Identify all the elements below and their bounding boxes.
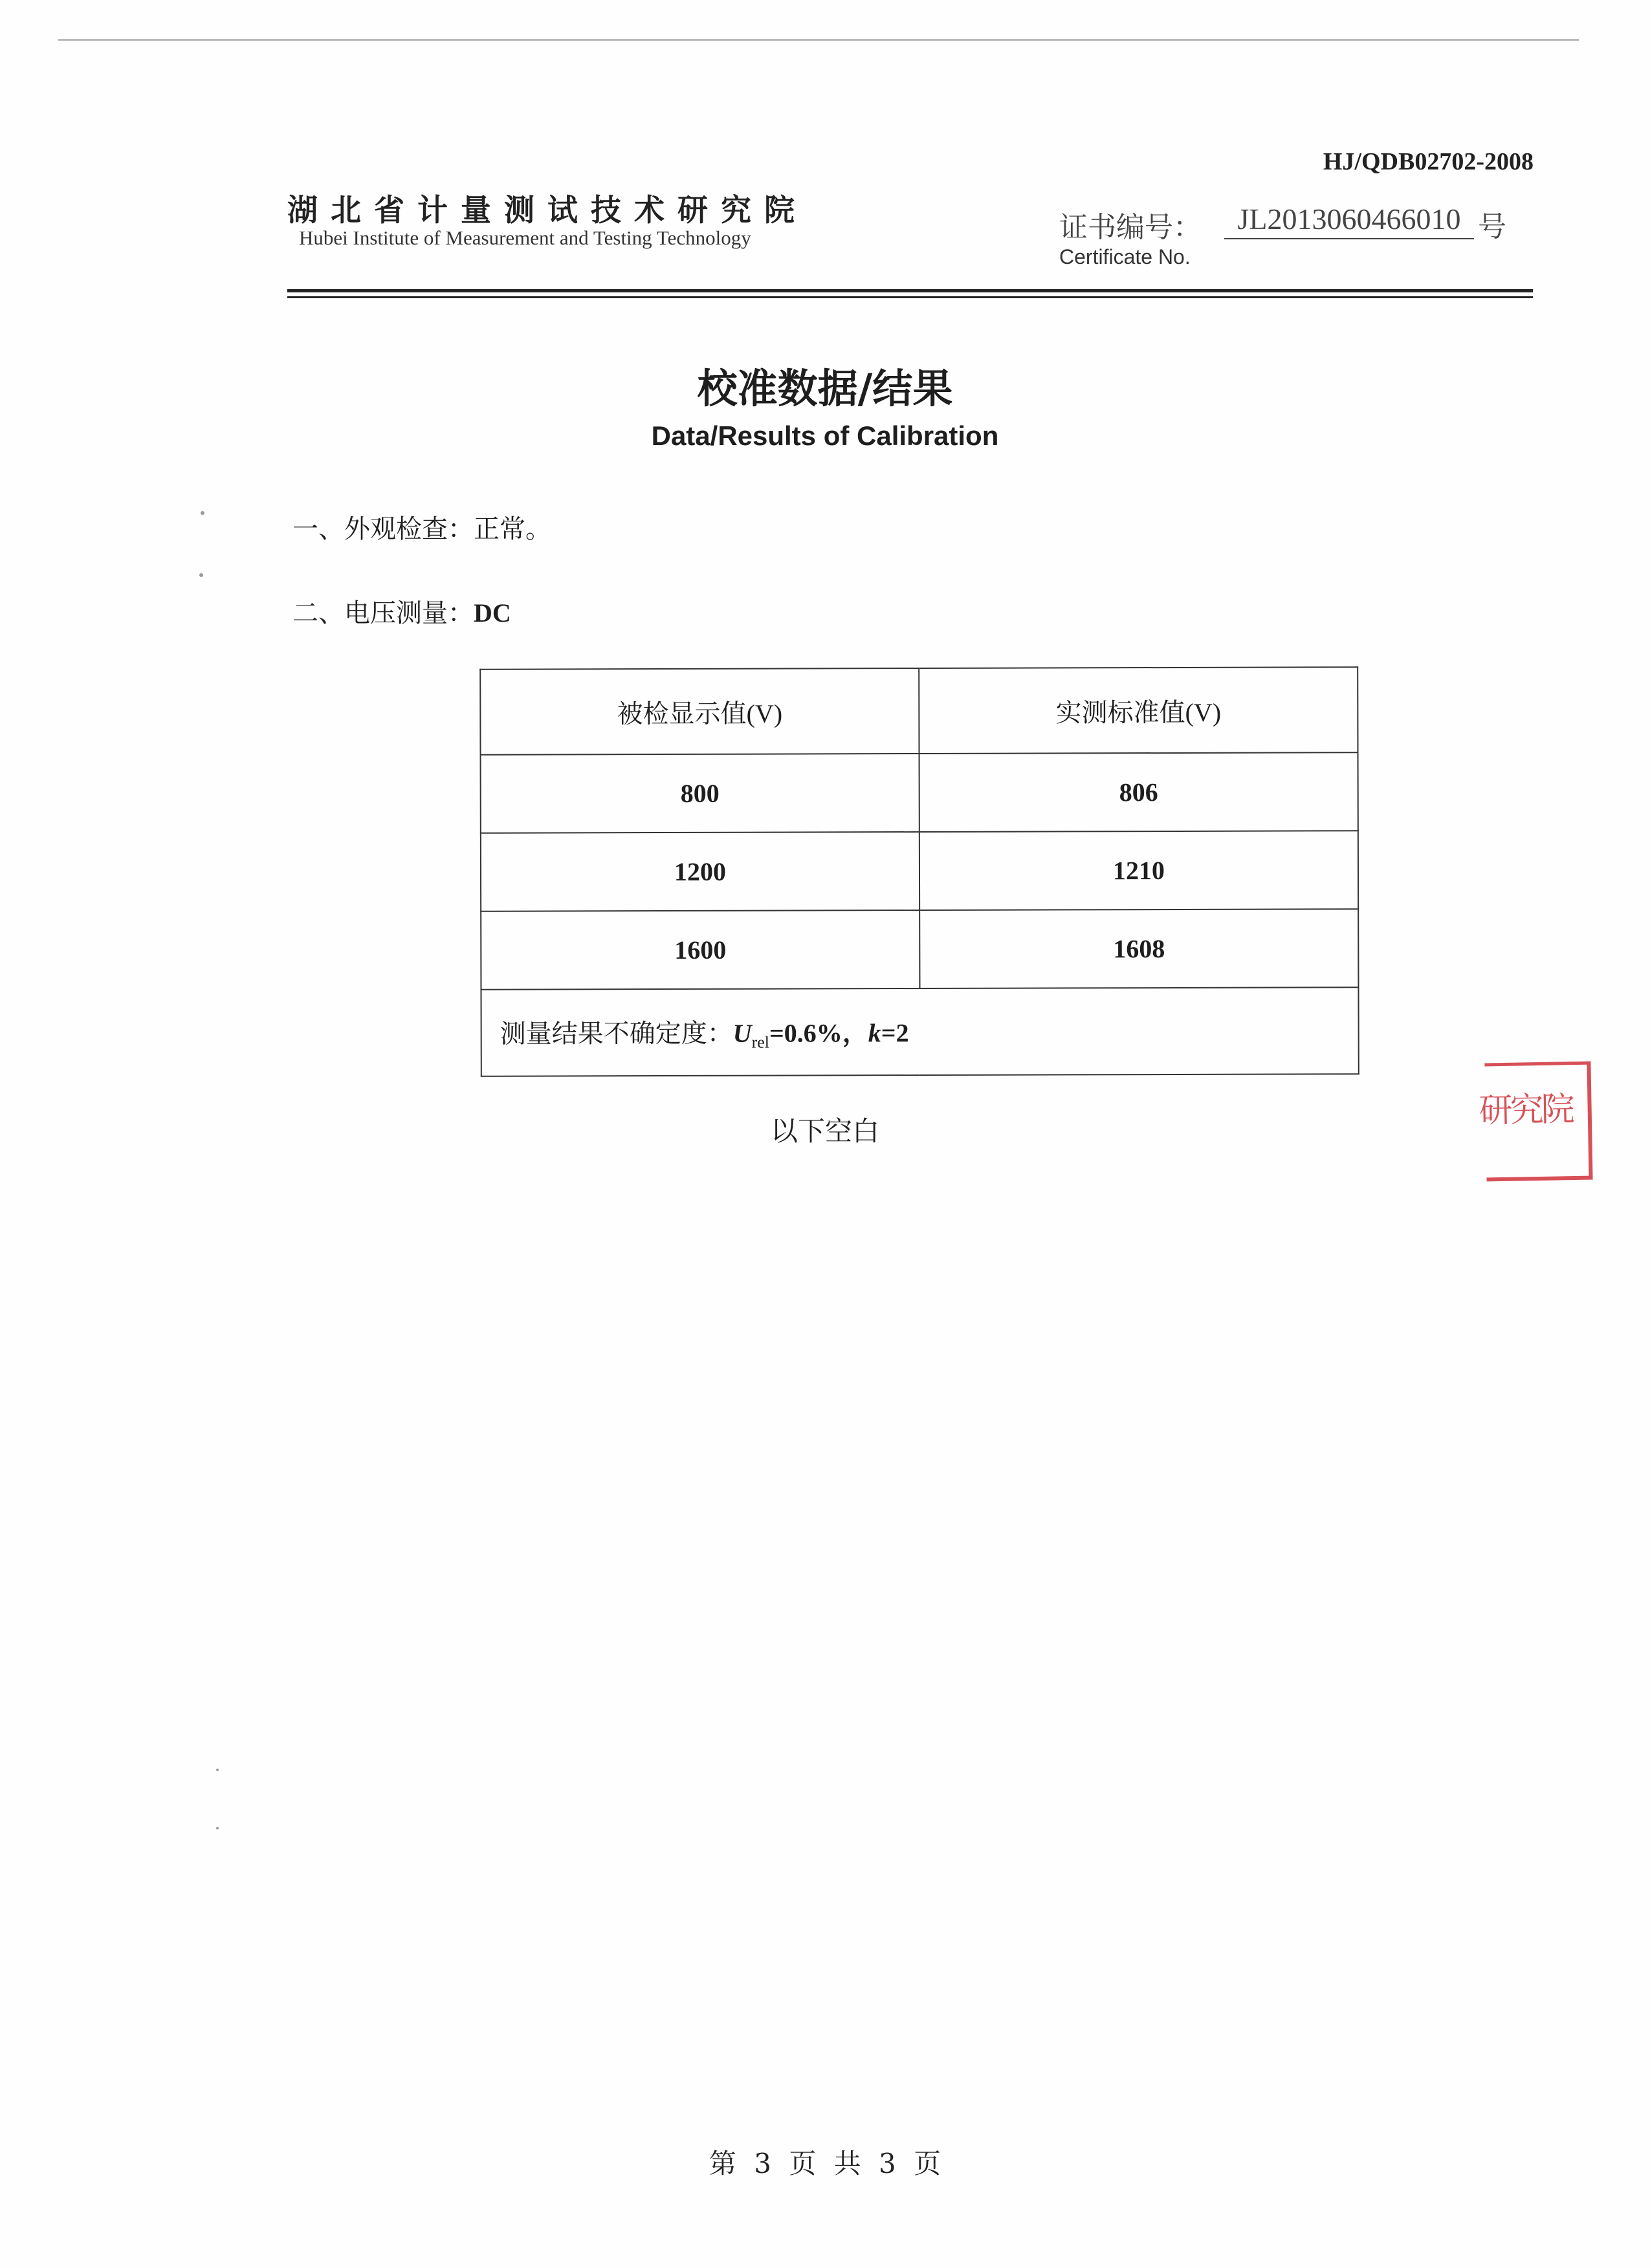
voltage-measurement	[292, 593, 511, 629]
uncertainty-symbol: U	[732, 1018, 752, 1048]
standard-value-cell: 806	[919, 752, 1358, 832]
header-rule-thin	[287, 296, 1533, 298]
header-indicated-value: 被检显示值(V)	[480, 668, 919, 755]
institute-name-en: Hubei Institute of Measurement and Testing Technology	[299, 226, 751, 249]
document-title-en: Data/Results of Calibration	[651, 420, 999, 451]
header-rule-thick	[287, 289, 1533, 292]
table-row	[481, 909, 1358, 990]
voltage-measurement-label: 二、电压测量：	[292, 598, 474, 628]
certificate-number: JL2013060466010	[1224, 202, 1474, 239]
official-seal	[1479, 1062, 1592, 1182]
scan-speck	[216, 1827, 219, 1829]
indicated-value-cell: 1200	[481, 832, 919, 911]
scan-speck	[199, 573, 203, 577]
certificate-label-en: Certificate No.	[1059, 245, 1191, 268]
uncertainty-label: 测量结果不确定度：	[500, 1018, 733, 1049]
standard-value-cell: 1210	[919, 831, 1358, 910]
certificate-suffix: 号	[1478, 210, 1506, 243]
uncertainty-subscript: rel	[751, 1032, 770, 1052]
page-number: 第 3 页 共 3 页	[709, 2148, 941, 2179]
form-code: HJ/QDB02702-2008	[1323, 148, 1534, 175]
uncertainty-cell	[481, 987, 1358, 1076]
indicated-value-cell: 800	[481, 754, 919, 833]
coverage-value: =2	[881, 1018, 909, 1047]
indicated-value-cell: 1600	[481, 910, 919, 990]
scan-speck	[201, 511, 204, 515]
certificate-label-cn: 证书编号：	[1059, 211, 1202, 244]
scan-edge-line	[58, 39, 1579, 41]
scan-speck	[216, 1769, 219, 1771]
table-row	[481, 831, 1358, 911]
institute-name-cn: 湖北省计量测试技术研究院	[287, 193, 808, 228]
blank-below-mark: 以下空白	[770, 1115, 879, 1147]
coverage-symbol: k	[868, 1018, 881, 1047]
header-standard-value: 实测标准值(V)	[919, 667, 1358, 754]
document-title-cn: 校准数据/结果	[697, 365, 953, 412]
table-header-row	[480, 667, 1358, 755]
seal-text: 研究院	[1479, 1090, 1573, 1131]
uncertainty-row	[481, 987, 1358, 1076]
appearance-check: 一、外观检查：正常。	[292, 514, 551, 544]
uncertainty-value: =0.6%，	[769, 1018, 868, 1048]
voltage-type: DC	[474, 598, 511, 627]
standard-value-cell: 1608	[919, 909, 1358, 988]
calibration-table	[479, 666, 1359, 1077]
table-row	[481, 752, 1358, 833]
